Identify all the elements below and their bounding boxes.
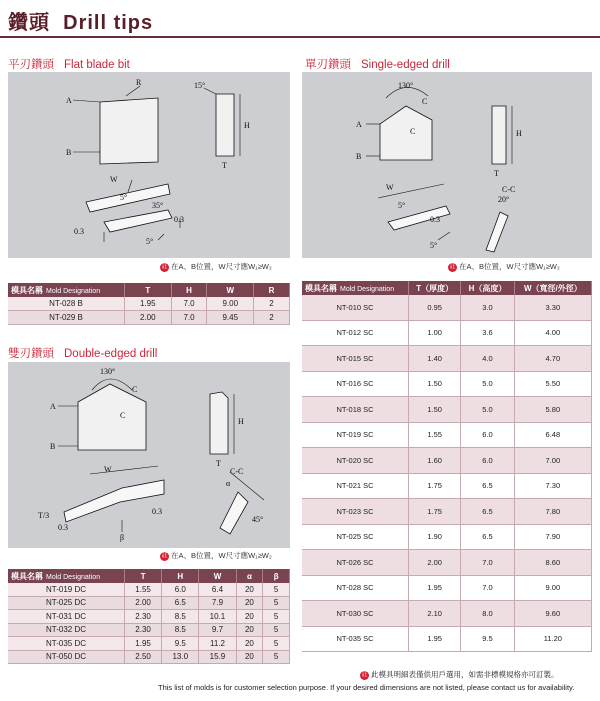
double-label-c1: C bbox=[132, 385, 138, 394]
table-row bbox=[302, 601, 592, 627]
table-row bbox=[302, 371, 592, 397]
double-label-a: A bbox=[50, 402, 56, 411]
double-label-b: B bbox=[50, 442, 56, 451]
table-cell: 1.50 bbox=[409, 371, 461, 397]
page-title: 鑽頭 Drill tips bbox=[8, 12, 154, 34]
double-label-t3: T/3 bbox=[38, 511, 50, 520]
table-row: NT-028 B 1.95 7.0 9.00 2 bbox=[8, 297, 290, 311]
table-cell: 1.40 bbox=[409, 346, 461, 372]
table-cell: 5.0 bbox=[461, 371, 514, 397]
flat-label-a: A bbox=[66, 96, 72, 105]
double-label-angle: 130° bbox=[100, 367, 116, 376]
footer-note-en: This list of molds is for customer selection purpose. If your desired dimensions are not listed, please contact us for availability. bbox=[158, 683, 575, 692]
table-cell: 1.95 bbox=[409, 626, 461, 652]
table-cell: NT-025 DC bbox=[8, 596, 125, 610]
double-label-w: W bbox=[104, 465, 112, 474]
single-edged-title: 單刃鑽頭 Single-edged drill bbox=[305, 59, 450, 71]
double-label-d2: 0.3 bbox=[152, 507, 162, 516]
table-cell: NT-028 SC bbox=[302, 575, 409, 601]
table-cell: 9.60 bbox=[514, 601, 591, 627]
table-cell: 6.0 bbox=[461, 422, 514, 448]
flat-label-w: W bbox=[110, 175, 118, 184]
table-cell: NT-030 SC bbox=[302, 601, 409, 627]
double-label-beta: β bbox=[120, 533, 125, 542]
table-cell: NT-021 SC bbox=[302, 473, 409, 499]
table-cell: 6.0 bbox=[162, 583, 199, 596]
table-cell: 7.80 bbox=[514, 499, 591, 525]
double-label-alpha: α bbox=[226, 479, 231, 488]
single-label-cc: C-C bbox=[502, 185, 516, 194]
single-note: 註 在A、B位置，W尺寸應W₁≥W₂ bbox=[449, 262, 560, 271]
table-cell: 20 bbox=[236, 637, 263, 651]
table-cell: 11.2 bbox=[199, 637, 236, 651]
single-label-c1: C bbox=[422, 97, 428, 106]
table-cell: 3.30 bbox=[514, 295, 591, 320]
table-cell: 1.00 bbox=[409, 320, 461, 346]
flat-label-angle4: 5° bbox=[146, 237, 154, 246]
table-cell: 7.0 bbox=[461, 550, 514, 576]
table-row bbox=[302, 473, 592, 499]
table-cell: 6.48 bbox=[514, 422, 591, 448]
single-label-c2: C bbox=[410, 127, 416, 136]
table-cell: 5 bbox=[263, 583, 290, 596]
table-row bbox=[8, 623, 290, 637]
table-cell: NT-020 SC bbox=[302, 448, 409, 474]
table-cell: 6.5 bbox=[461, 524, 514, 550]
table-cell: 9.5 bbox=[461, 626, 514, 652]
footer-note-cn: 註 此模具明細表僅供用戶選用，如需非標模規格亦可訂製。 bbox=[361, 670, 559, 679]
table-cell: 7.00 bbox=[514, 448, 591, 474]
table-row bbox=[302, 320, 592, 346]
single-label-angle2: 5° bbox=[398, 201, 406, 210]
table-cell: 7.0 bbox=[461, 575, 514, 601]
table-cell: 4.00 bbox=[514, 320, 591, 346]
table-cell: 5.80 bbox=[514, 397, 591, 423]
table-row bbox=[302, 575, 592, 601]
table-cell: 13.0 bbox=[162, 650, 199, 664]
table-row bbox=[302, 499, 592, 525]
flat-label-d2: 0.3 bbox=[74, 227, 84, 236]
table-cell: 9.7 bbox=[199, 623, 236, 637]
single-label-w: W bbox=[386, 183, 394, 192]
table-cell: 2.50 bbox=[125, 650, 162, 664]
table-cell: NT-018 SC bbox=[302, 397, 409, 423]
double-note: 註 在A、B位置，W尺寸應W₁≥W₂ bbox=[161, 551, 272, 560]
single-edged-drawing bbox=[302, 72, 592, 258]
double-label-angle2: 45° bbox=[252, 515, 264, 524]
flat-label-angle: 15° bbox=[194, 81, 206, 90]
flat-blade-title: 平刃鑽頭 Flat blade bit bbox=[8, 59, 130, 71]
double-label-h: H bbox=[238, 417, 244, 426]
table-cell: NT-012 SC bbox=[302, 320, 409, 346]
table-cell: 1.60 bbox=[409, 448, 461, 474]
table-row bbox=[8, 637, 290, 651]
table-cell: 5 bbox=[263, 623, 290, 637]
table-row bbox=[8, 583, 290, 596]
table-cell: NT-050 DC bbox=[8, 650, 125, 664]
table-row: NT-029 B 2.00 7.0 9.45 2 bbox=[8, 311, 290, 325]
single-label-angle3: 20° bbox=[498, 195, 510, 204]
single-label-h: H bbox=[516, 129, 522, 138]
table-cell: NT-035 DC bbox=[8, 637, 125, 651]
flat-label-angle2: 5° bbox=[120, 193, 128, 202]
table-row bbox=[302, 626, 592, 652]
table-cell: 8.5 bbox=[162, 623, 199, 637]
table-cell: NT-019 SC bbox=[302, 422, 409, 448]
flat-label-angle3: 35° bbox=[152, 201, 164, 210]
table-cell: NT-026 SC bbox=[302, 550, 409, 576]
single-label-b: B bbox=[356, 152, 362, 161]
table-cell: NT-010 SC bbox=[302, 295, 409, 320]
table-cell: 1.95 bbox=[125, 637, 162, 651]
table-cell: 0.95 bbox=[409, 295, 461, 320]
table-cell: 1.75 bbox=[409, 473, 461, 499]
table-cell: 10.1 bbox=[199, 610, 236, 624]
table-cell: 2.00 bbox=[125, 596, 162, 610]
table-cell: 20 bbox=[236, 596, 263, 610]
table-cell: 6.5 bbox=[461, 473, 514, 499]
table-cell: 2.00 bbox=[409, 550, 461, 576]
table-cell: 8.0 bbox=[461, 601, 514, 627]
flat-label-t: T bbox=[222, 161, 227, 170]
table-cell: 4.0 bbox=[461, 346, 514, 372]
table-cell: 1.95 bbox=[409, 575, 461, 601]
table-cell: 2.30 bbox=[125, 610, 162, 624]
double-label-cc: C-C bbox=[230, 467, 244, 476]
table-cell: 4.70 bbox=[514, 346, 591, 372]
table-cell: NT-023 SC bbox=[302, 499, 409, 525]
table-cell: 9.00 bbox=[514, 575, 591, 601]
single-edged-table: 模具名稱 Mold Designation T（厚度） H（高度） W（寬徑/外徑） NT-010 SC 0.95 3.0 3.30 NT-012 SC 1.00 3.6 4.00 NT-015 SC 1.40 4.0 4.70 NT-016 SC 1.50 5.0 5.50 NT-018 SC 1.50 5.0 5.80 NT-019 SC 1.55 6.0 6.48 NT-020 SC 1.60 6.0 7.00 NT-021 SC 1.75 6.5 7.30 NT-023 SC 1.75 6.5 7.80 NT-025 SC 1.90 6.5 7.90 NT-026 SC 2.00 7.0 8.60 NT-028 SC 1.95 7.0 9.00 NT-030 SC 2.10 8.0 9.60 NT-035 SC 1.95 9.5 11.20 bbox=[302, 281, 592, 652]
table-cell: 5.0 bbox=[461, 397, 514, 423]
table-row bbox=[8, 650, 290, 664]
table-cell: 20 bbox=[236, 650, 263, 664]
double-edged-drawing bbox=[8, 362, 290, 548]
table-cell: 2.30 bbox=[125, 623, 162, 637]
table-cell: 15.9 bbox=[199, 650, 236, 664]
table-cell: 3.6 bbox=[461, 320, 514, 346]
table-cell: 20 bbox=[236, 623, 263, 637]
table-cell: 5 bbox=[263, 637, 290, 651]
double-label-t: T bbox=[216, 459, 221, 468]
table-row bbox=[302, 346, 592, 372]
table-cell: 3.0 bbox=[461, 295, 514, 320]
table-cell: NT-019 DC bbox=[8, 583, 125, 596]
table-cell: NT-031 DC bbox=[8, 610, 125, 624]
table-cell: 6.0 bbox=[461, 448, 514, 474]
flat-label-d1: 0.3 bbox=[174, 215, 184, 224]
table-cell: NT-035 SC bbox=[302, 626, 409, 652]
table-cell: 20 bbox=[236, 583, 263, 596]
flat-label-r: R bbox=[136, 78, 142, 87]
table-cell: 6.5 bbox=[461, 499, 514, 525]
table-row bbox=[8, 596, 290, 610]
single-label-angle4: 5° bbox=[430, 241, 438, 250]
double-edged-table: 模具名稱 Mold Designation T H W α β NT-019 DC 1.55 6.0 6.4 20 5 NT-025 DC 2.00 6.5 7.9 20 5 NT-031 DC 2.30 8.5 10.1 20 5 NT-032 DC 2.30 8.5 9.7 20 5 NT-035 DC 1.95 9.5 11.2 20 5 NT-050 DC 2.50 13.0 15.9 20 5 bbox=[8, 569, 290, 664]
flat-label-b: B bbox=[66, 148, 72, 157]
table-row bbox=[302, 550, 592, 576]
flat-note: 註 在A、B位置，W尺寸應W₁≥W₂ bbox=[161, 262, 272, 271]
table-cell: 6.4 bbox=[199, 583, 236, 596]
table-cell: 8.5 bbox=[162, 610, 199, 624]
table-row bbox=[302, 524, 592, 550]
title-rule bbox=[0, 36, 600, 38]
table-cell: 1.55 bbox=[125, 583, 162, 596]
table-cell: 1.55 bbox=[409, 422, 461, 448]
table-cell: 7.30 bbox=[514, 473, 591, 499]
flat-blade-drawing bbox=[8, 72, 290, 258]
table-row bbox=[302, 422, 592, 448]
table-cell: 20 bbox=[236, 610, 263, 624]
table-cell: 9.5 bbox=[162, 637, 199, 651]
table-row bbox=[8, 610, 290, 624]
single-label-angle: 130° bbox=[398, 81, 414, 90]
table-cell: NT-025 SC bbox=[302, 524, 409, 550]
table-cell: NT-016 SC bbox=[302, 371, 409, 397]
table-cell: 1.75 bbox=[409, 499, 461, 525]
double-edged-title: 雙刃鑽頭 Double-edged drill bbox=[8, 348, 158, 360]
single-label-t: T bbox=[494, 169, 499, 178]
double-label-c2: C bbox=[120, 411, 126, 420]
table-cell: 8.60 bbox=[514, 550, 591, 576]
table-cell: 1.50 bbox=[409, 397, 461, 423]
table-row bbox=[302, 295, 592, 320]
table-cell: 5.50 bbox=[514, 371, 591, 397]
table-cell: 11.20 bbox=[514, 626, 591, 652]
table-cell: 5 bbox=[263, 650, 290, 664]
table-row bbox=[302, 448, 592, 474]
table-cell: 7.9 bbox=[199, 596, 236, 610]
flat-blade-table: 模具名稱 Mold Designation T H W R NT-028 B 1.95 7.0 9.00 2 NT-029 B 2.00 7.0 9.45 2 bbox=[8, 283, 290, 325]
table-cell: NT-032 DC bbox=[8, 623, 125, 637]
table-cell: 2.10 bbox=[409, 601, 461, 627]
table-cell: 6.5 bbox=[162, 596, 199, 610]
double-label-d1: 0.3 bbox=[58, 523, 68, 532]
table-cell: 5 bbox=[263, 596, 290, 610]
single-label-d1: 0.3 bbox=[430, 215, 440, 224]
table-cell: 1.90 bbox=[409, 524, 461, 550]
flat-label-h: H bbox=[244, 121, 250, 130]
table-cell: NT-015 SC bbox=[302, 346, 409, 372]
table-cell: 7.90 bbox=[514, 524, 591, 550]
table-row bbox=[302, 397, 592, 423]
single-label-a: A bbox=[356, 120, 362, 129]
table-cell: 5 bbox=[263, 610, 290, 624]
